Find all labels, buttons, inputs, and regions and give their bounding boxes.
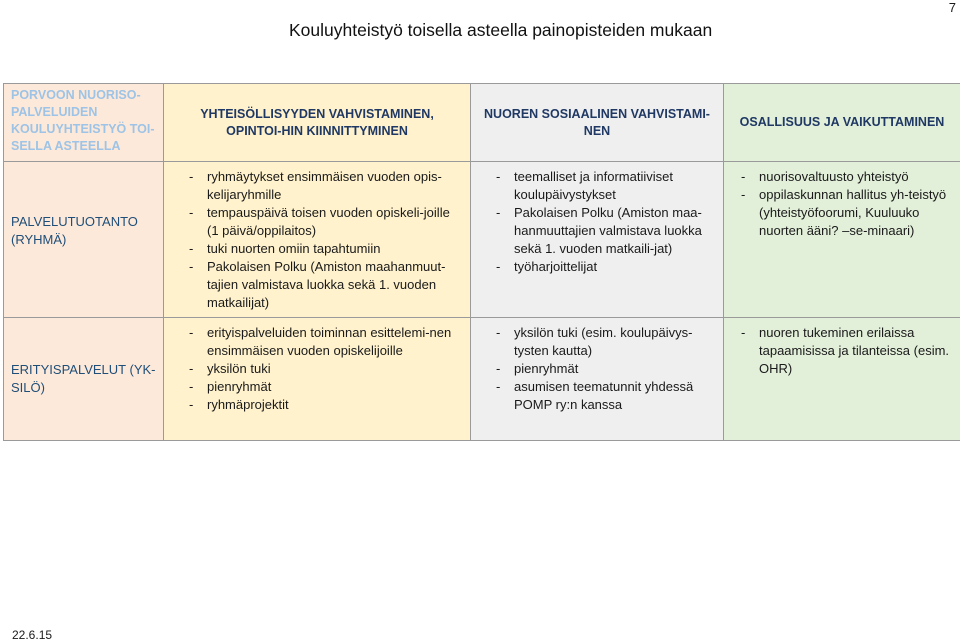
row-label: ERITYISPALVELUT (YK-SILÖ) xyxy=(11,362,156,395)
list-item: - Pakolaisen Polku (Amiston maa-hanmuuttajien valmistava luokka sekä 1. vuoden matkaili-jat) xyxy=(490,204,714,258)
list-item: - pienryhmät xyxy=(183,378,461,396)
list-item: - ryhmäprojektit xyxy=(183,396,461,414)
bullet-list xyxy=(183,168,461,312)
bullet-list xyxy=(735,324,953,378)
table-cell xyxy=(724,318,960,441)
list-item: - työharjoittelijat xyxy=(490,258,714,276)
list-item: - erityispalveluiden toiminnan esittelemi-nen ensimmäisen vuoden opiskelijoille xyxy=(183,324,461,360)
list-item: - tuki nuorten omiin tapahtumiin xyxy=(183,240,461,258)
page-title: Kouluyhteistyö toisella asteella painopisteiden mukaan xyxy=(289,20,713,40)
table-cell xyxy=(164,318,471,441)
header-cell-participation xyxy=(724,84,960,162)
list-item: - tempauspäivä toisen vuoden opiskeli-joille (1 päivä/oppilaitos) xyxy=(183,204,461,240)
list-item: - ryhmäytykset ensimmäisen vuoden opis-kelijaryhmille xyxy=(183,168,461,204)
table-cell xyxy=(724,162,960,318)
list-item: - yksilön tuki (esim. koulupäivys-tysten kautta) xyxy=(490,324,714,360)
footer-date: 22.6.15 xyxy=(12,628,53,642)
bullet-list xyxy=(490,168,714,276)
table-cell xyxy=(471,318,724,441)
row-label-cell xyxy=(4,318,164,441)
header-cell-community xyxy=(164,84,471,162)
list-item: - yksilön tuki xyxy=(183,360,461,378)
table-cell xyxy=(471,162,724,318)
column-header: YHTEISÖLLISYYDEN VAHVISTAMINEN, OPINTOI-HIN KIINNITTYMINEN xyxy=(200,106,434,138)
bullet-list xyxy=(183,324,461,414)
row-label: PALVELUTUOTANTO (RYHMÄ) xyxy=(11,214,138,247)
row-label-cell xyxy=(4,162,164,318)
table-cell xyxy=(164,162,471,318)
header-row-label-cell xyxy=(4,84,164,162)
column-header: NUOREN SOSIAALINEN VAHVISTAMI-NEN xyxy=(484,106,710,138)
list-item: - nuoren tukeminen erilaissa tapaamisissa ja tilanteissa (esim. OHR) xyxy=(735,324,953,378)
list-item: - pienryhmät xyxy=(490,360,714,378)
header-cell-social xyxy=(471,84,724,162)
list-item: - oppilaskunnan hallitus yh-teistyö (yhteistyöfoorumi, Kuuluuko nuorten ääni? –se-minaari) xyxy=(735,186,953,240)
table-corner-label: PORVOON NUORISO-PALVELUIDEN KOULUYHTEISTYÖ TOI-SELLA ASTEELLA xyxy=(11,88,155,153)
cooperation-table xyxy=(3,83,960,441)
bullet-list xyxy=(735,168,953,240)
list-item: - nuorisovaltuusto yhteistyö xyxy=(735,168,953,186)
list-item: - asumisen teematunnit yhdessä POMP ry:n kanssa xyxy=(490,378,714,414)
column-header: OSALLISUUS JA VAIKUTTAMINEN xyxy=(739,115,945,129)
list-item: - Pakolaisen Polku (Amiston maahanmuut-tajien valmistava luokka sekä 1. vuoden matkailijat) xyxy=(183,258,461,312)
page-number: 7 xyxy=(948,0,956,15)
list-item: - teemalliset ja informatiiviset koulupäivystykset xyxy=(490,168,714,204)
bullet-list xyxy=(490,324,714,414)
